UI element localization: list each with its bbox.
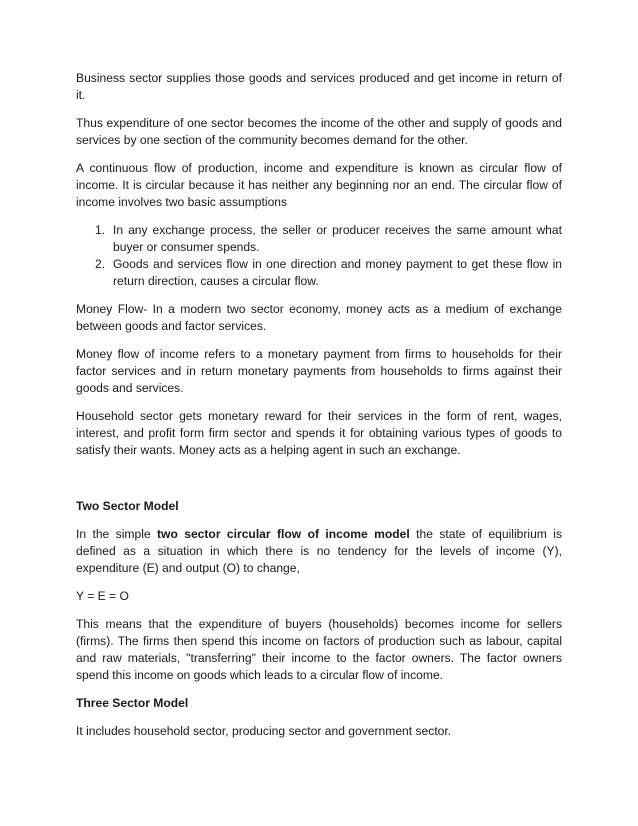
list-item-text: In any exchange process, the seller or producer receives the same amount what buyer or consumer spends. [113, 223, 562, 254]
paragraph-business-sector: Business sector supplies those goods and services produced and get income in return of it. [76, 71, 562, 102]
list-item [76, 256, 562, 290]
paragraph-money-flow: Money Flow- In a modern two sector economy, money acts as a medium of exchange between goods and factor services. [76, 302, 562, 333]
paragraph-money-flow-income: Money flow of income refers to a monetary payment from firms to households for their factor services and in return monetary payments from households to firms against their goods and services. [76, 347, 562, 395]
heading-three-sector-model: Three Sector Model [76, 696, 189, 710]
paragraph-circular-flow: A continuous flow of production, income and expenditure is known as circular flow of income. It is circular because it has neither any beginning nor an end. The circular flow of income involves two basic assumptions [76, 161, 562, 209]
paragraph-two-sector-intro [76, 526, 562, 577]
assumptions-list [76, 222, 562, 290]
document-page [76, 70, 562, 751]
list-number: 2. [95, 257, 106, 271]
intro-bold-term: two sector circular flow of income model [157, 527, 410, 541]
paragraph-expenditure: Thus expenditure of one sector becomes the income of the other and supply of goods and services by one section of the community becomes demand for the other. [76, 116, 562, 147]
paragraph-household-sector: Household sector gets monetary reward for their services in the form of rent, wages, interest, and profit form firm sector and spends it for obtaining various types of goods to satisfy their wants. Money acts as a helping agent in such an exchange. [76, 409, 562, 457]
section-spacer [76, 470, 562, 498]
list-item-text: Goods and services flow in one direction and money payment to get these flow in return direction, causes a circular flow. [113, 257, 562, 288]
list-item [76, 222, 562, 256]
list-number: 1. [95, 223, 106, 237]
paragraph-three-sector: It includes household sector, producing sector and government sector. [76, 724, 452, 738]
intro-text-start: In the simple [76, 527, 158, 541]
intro-text-end: the state of equilibrium is defined as a situation in which there is no tendency for the levels of income (Y), expenditure (E) and output (O) to change, [76, 527, 562, 575]
heading-two-sector-model: Two Sector Model [76, 499, 179, 513]
equation: Y = E = O [76, 589, 129, 603]
paragraph-two-sector-explanation: This means that the expenditure of buyers (households) becomes income for sellers (firms). The firms then spend this income on factors of production such as labour, capital and raw materials, "transferring" their income to the factor owners. The factor owners spend this income on goods which leads to a circular flow of income. [76, 617, 562, 682]
